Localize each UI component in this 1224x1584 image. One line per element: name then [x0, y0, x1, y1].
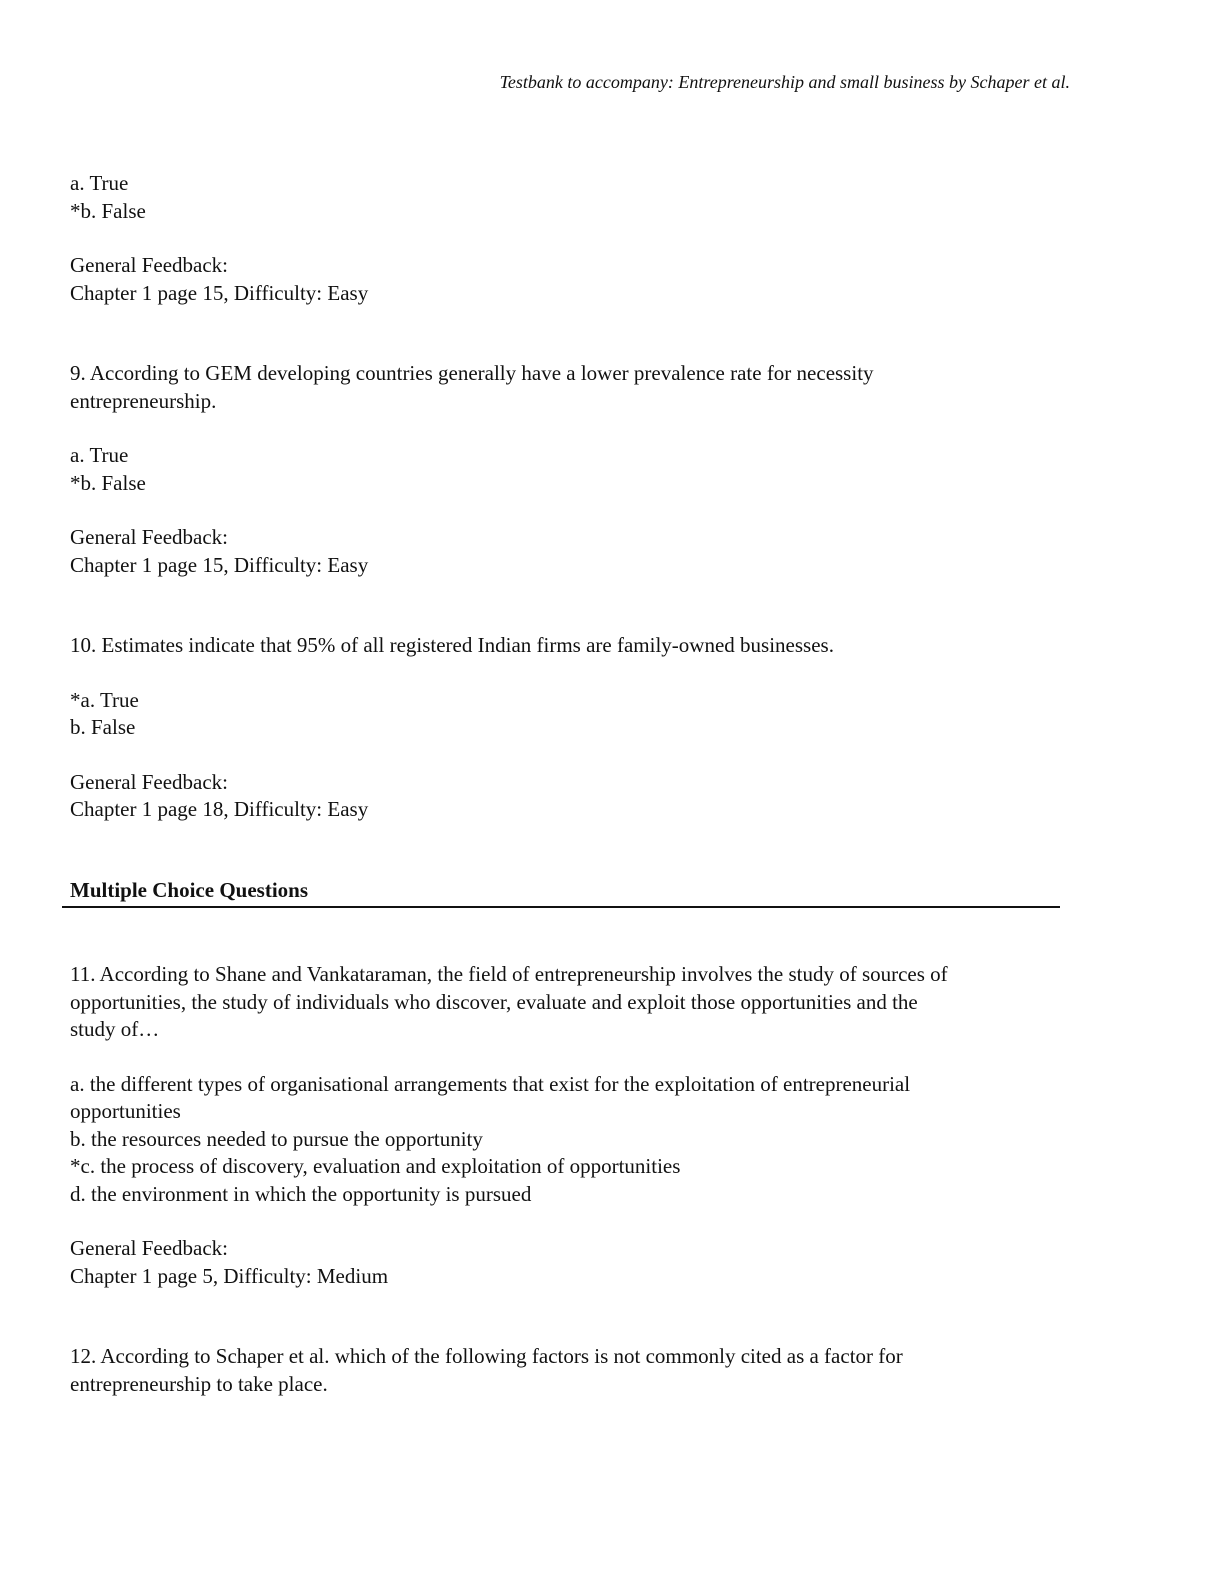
option-d: d. the environment in which the opportunity is pursued: [70, 1181, 532, 1206]
section-rule: [62, 906, 1060, 908]
question-text: entrepreneurship.: [70, 388, 217, 413]
question-text: 10. Estimates indicate that 95% of all registered Indian firms are family-owned businesses.: [70, 633, 834, 657]
option-a: a. True: [70, 443, 129, 467]
feedback-text: Chapter 1 page 5, Difficulty: Medium: [70, 1263, 389, 1288]
feedback-label: General Feedback:: [70, 1236, 229, 1260]
question-8-options: [70, 170, 1070, 225]
question-8-feedback: [70, 252, 1070, 307]
feedback-text: Chapter 1 page 18, Difficulty: Easy: [70, 797, 369, 821]
page-content: [70, 170, 1070, 1398]
option-b: b. False: [70, 715, 136, 739]
question-11: [70, 961, 1070, 1290]
question-text: study of…: [70, 1017, 160, 1041]
option-c: *c. the process of discovery, evaluation and exploitation of opportunities: [70, 1154, 681, 1178]
section-header: [70, 877, 1070, 909]
question-text: entrepreneurship to take place.: [70, 1371, 328, 1396]
feedback-label: General Feedback:: [70, 769, 229, 794]
question-9: [70, 360, 1070, 579]
question-12: [70, 1343, 1070, 1398]
option-b: b. the resources needed to pursue the opportunity: [70, 1126, 483, 1151]
feedback-text: Chapter 1 page 15, Difficulty: Easy: [70, 552, 369, 577]
question-text: opportunities, the study of individuals who discover, evaluate and exploit those opportunities and the: [70, 989, 918, 1014]
feedback-label: General Feedback:: [70, 525, 229, 549]
feedback-text: Chapter 1 page 15, Difficulty: Easy: [70, 280, 369, 305]
question-text: 9. According to GEM developing countries generally have a lower prevalence rate for necessity: [70, 361, 874, 385]
section-title: Multiple Choice Questions: [70, 877, 309, 902]
option-a: *a. True: [70, 687, 139, 712]
running-header: Testbank to accompany: Entrepreneurship and small business by Schaper et al.: [499, 72, 1070, 92]
option-a-continued: opportunities: [70, 1099, 181, 1123]
option-a: a. the different types of organisational arrangements that exist for the exploitation of entrepreneurial: [70, 1071, 911, 1096]
question-10: [70, 632, 1070, 824]
question-text: 11. According to Shane and Vankataraman, the field of entrepreneurship involves the study of sources of: [70, 962, 948, 986]
feedback-label: General Feedback:: [70, 253, 229, 277]
option-b: *b. False: [70, 198, 146, 223]
option-b: *b. False: [70, 470, 146, 495]
option-a: a. True: [70, 171, 129, 195]
question-text: 12. According to Schaper et al. which of the following factors is not commonly cited as a factor for: [70, 1344, 903, 1368]
